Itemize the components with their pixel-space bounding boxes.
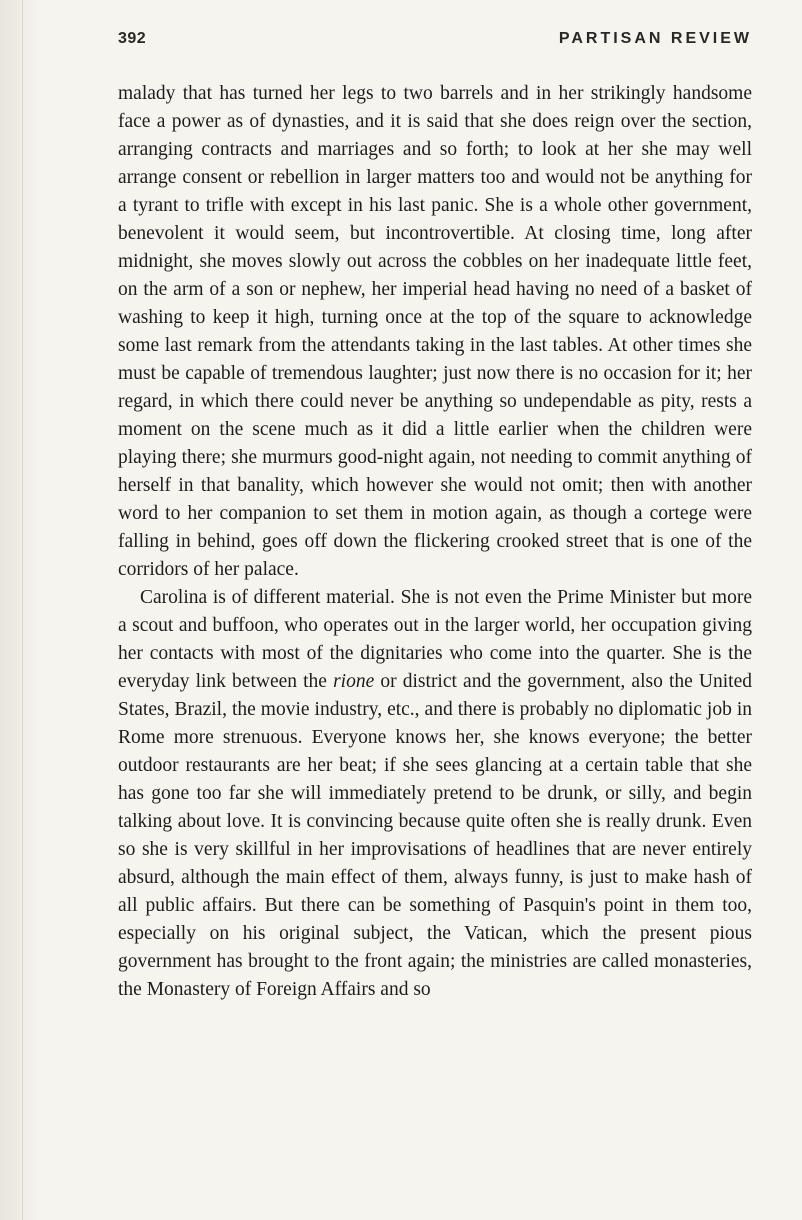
- paragraph-2-text-a: Carolina is of different material. She is not even the Prime Minister but more a scout and buffoon, who operates out in the larger world, her occupation giving her contacts with most of the dignitaries who come into the quarter. She is the everyday link between the: [118, 587, 752, 692]
- paragraph-2: [118, 584, 752, 1004]
- body-text: [118, 80, 752, 1004]
- paragraph-2-text-b: or district and the government, also the United States, Brazil, the movie industry, etc., and there is probably no diplomatic job in Rome more strenuous. Everyone knows her, she knows everyone; the better outdoor restaurants are her beat; if she sees glancing at a certain table that she has gone too far she will immediately pretend to be drunk, or silly, and begin talking about love. It is convincing because quite often she is really drunk. Even so she is very skillful in her improvisations of headlines that are never entirely absurd, although the main effect of them, always funny, is just to make hash of all public affairs. But there can be something of Pasquin's point in them too, especially on his original subject, the Vatican, which the present pious government has brought to the front again; the ministries are called monasteries, the Monastery of Foreign Affairs and so: [118, 671, 752, 1000]
- book-page: [118, 30, 752, 1004]
- page-number: 392: [118, 30, 147, 47]
- journal-title: PARTISAN REVIEW: [558, 30, 752, 47]
- gutter-fold-line: [22, 0, 23, 1220]
- running-head: [118, 30, 752, 60]
- paragraph-2-italic-term: rione: [333, 671, 375, 692]
- paragraph-1: malady that has turned her legs to two barrels and in her strikingly handsome face a power as of dynasties, and it is said that she does reign over the section, arranging contracts and marriages and so forth; to look at her she may well arrange consent or rebellion in larger matters too and would not be anything for a tyrant to trifle with except in his last panic. She is a whole other government, benevolent it would seem, but incontrovertible. At closing time, long after midnight, she moves slowly out across the cobbles on her inadequate little feet, on the arm of a son or nephew, her imperial head having no need of a basket of washing to keep it high, turning once at the top of the square to acknowledge some last remark from the attendants taking in the last tables. At other times she must be capable of tremendous laughter; just now there is no occasion for it; her regard, in which there could never be anything so undependable as pity, rests a moment on the scene much as it did a little earlier when the children were playing there; she murmurs good-night again, not needing to commit anything of herself in that banality, which however she would not omit; then with another word to her companion to set them in motion again, as though a cortege were falling in behind, goes off down the flickering crooked street that is one of the corridors of her palace.: [118, 83, 752, 580]
- binding-gutter: [0, 0, 40, 1220]
